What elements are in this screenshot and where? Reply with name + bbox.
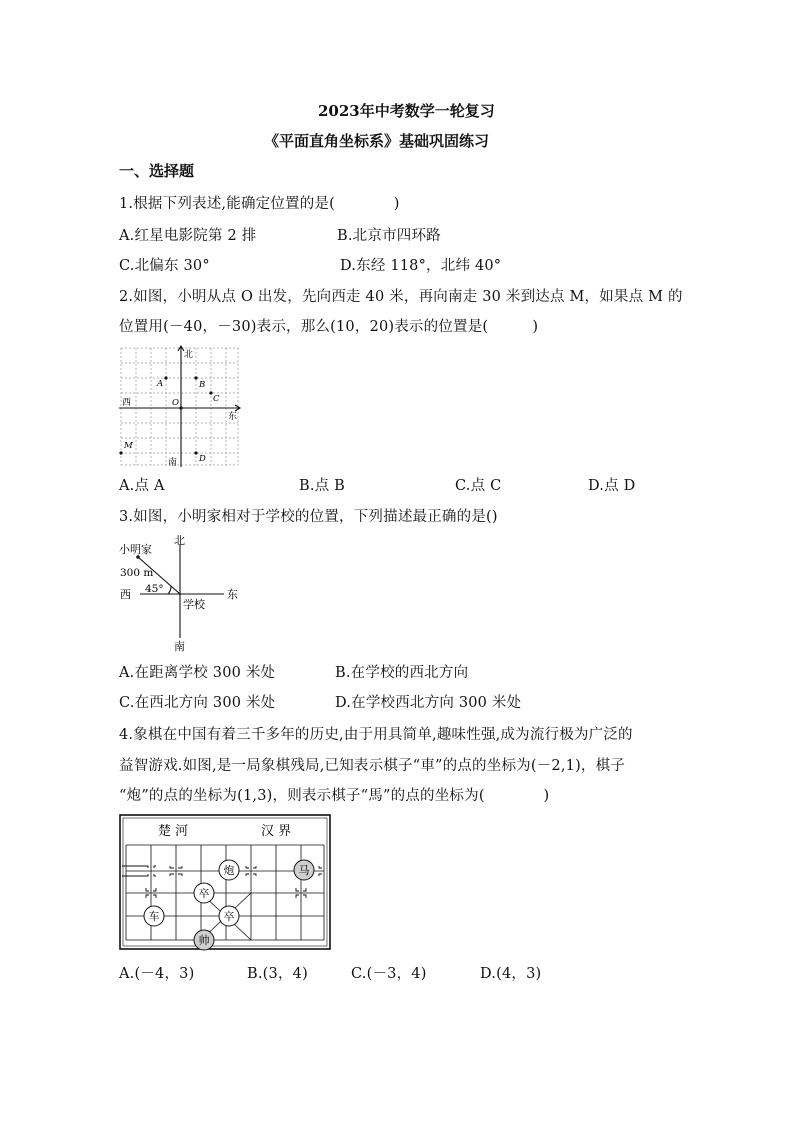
section-heading: 一、选择题 (119, 162, 195, 180)
q3-label-distance: 300 m (120, 567, 154, 579)
q2-option-b: B.点 B (299, 478, 346, 494)
q2-point-a (164, 376, 167, 379)
q3-label-school: 学校 (183, 598, 205, 611)
q4-piece-che (144, 906, 164, 926)
q3-stem: 3.如图，小明家相对于学校的位置，下列描述最正确的是() (119, 509, 498, 525)
q3-label-west: 西 (120, 588, 131, 601)
q4-chess-figure (118, 813, 332, 953)
q4-stem-line1: 4.象棋在中国有着三千多年的历史,由于用具简单,趣味性强,成为流行极为广泛的 (119, 727, 633, 743)
q3-option-a: A.在距离学校 300 米处 (119, 665, 276, 681)
q2-option-a: A.点 A (119, 478, 165, 494)
q4-stem-line3: “炮”的点的坐标为(1,3)，则表示棋子“馬”的点的坐标为( ) (119, 788, 550, 804)
q2-stem-line1: 2.如图，小明从点 O 出发，先向西走 40 米，再向南走 30 米到达点 M，如果点 M 的 (119, 289, 683, 305)
q1-option-a: A.红星电影院第 2 排 (119, 228, 257, 244)
q3-label-north: 北 (174, 534, 185, 547)
q3-label-east: 东 (227, 588, 238, 601)
q2-point-m (119, 451, 122, 454)
q2-label-west: 西 (122, 398, 132, 408)
q4-option-c: C.(－3，4) (351, 966, 427, 982)
q2-point-label-c: C (213, 394, 220, 404)
q2-label-east: 东 (228, 412, 238, 422)
q4-stem-line2: 益智游戏.如图,是一局象棋残局,已知表示棋子“車”的点的坐标为(－2,1)，棋子 (119, 758, 626, 774)
q2-label-north: 北 (184, 350, 194, 360)
q4-option-d: D.(4，3) (480, 966, 542, 982)
q4-river-left: 楚 河 (158, 824, 189, 839)
q2-label-south: 南 (168, 458, 178, 468)
q3-label-home: 小明家 (119, 543, 152, 556)
q2-stem-line2: 位置用(－40，－30)表示，那么(10，20)表示的位置是( ) (119, 319, 539, 335)
q1-option-d: D.东经 118°，北纬 40° (340, 258, 502, 274)
q3-option-b: B.在学校的西北方向 (335, 665, 469, 681)
q2-point-label-b: B (199, 380, 206, 390)
q3-label-angle: 45° (145, 583, 164, 595)
q4-river-right: 汉 界 (261, 824, 292, 839)
page-title: 2023年中考数学一轮复习 (318, 102, 495, 120)
svg-text:车: 车 (148, 910, 160, 923)
q3-option-c: C.在西北方向 300 米处 (119, 695, 276, 711)
q2-point-label-o: O (172, 398, 179, 408)
q1-option-b: B.北京市四环路 (337, 228, 441, 244)
q4-piece-pao (219, 860, 239, 880)
q4-piece-zu-2 (219, 906, 239, 926)
svg-text:炮: 炮 (223, 864, 235, 877)
q2-option-c: C.点 C (455, 478, 502, 494)
q1-stem: 1.根据下列表述,能确定位置的是( ) (119, 196, 400, 212)
q3-option-d: D.在学校西北方向 300 米处 (335, 695, 522, 711)
q3-label-south: 南 (174, 640, 185, 653)
q3-direction-figure (116, 534, 246, 654)
q2-grid-figure (118, 345, 244, 469)
q2-option-d: D.点 D (588, 478, 636, 494)
svg-text:马: 马 (298, 864, 310, 877)
q2-point-d (194, 451, 197, 454)
q4-piece-shuai (194, 930, 214, 950)
svg-text:卒: 卒 (198, 887, 210, 900)
q1-option-c: C.北偏东 30° (119, 258, 210, 274)
q4-piece-zu-1 (194, 883, 214, 903)
q2-point-label-a: A (157, 379, 164, 389)
q4-option-a: A.(－4，3) (119, 966, 195, 982)
q4-piece-ma (294, 860, 314, 880)
q2-point-label-d: D (199, 454, 206, 464)
q2-point-o (179, 406, 182, 409)
q2-point-label-m: M (124, 441, 133, 451)
q2-point-b (194, 376, 197, 379)
q4-option-b: B.(3，4) (247, 966, 308, 982)
svg-text:帅: 帅 (198, 934, 210, 947)
svg-text:卒: 卒 (223, 910, 235, 923)
page-subtitle: 《平面直角坐标系》基础巩固练习 (264, 132, 490, 150)
